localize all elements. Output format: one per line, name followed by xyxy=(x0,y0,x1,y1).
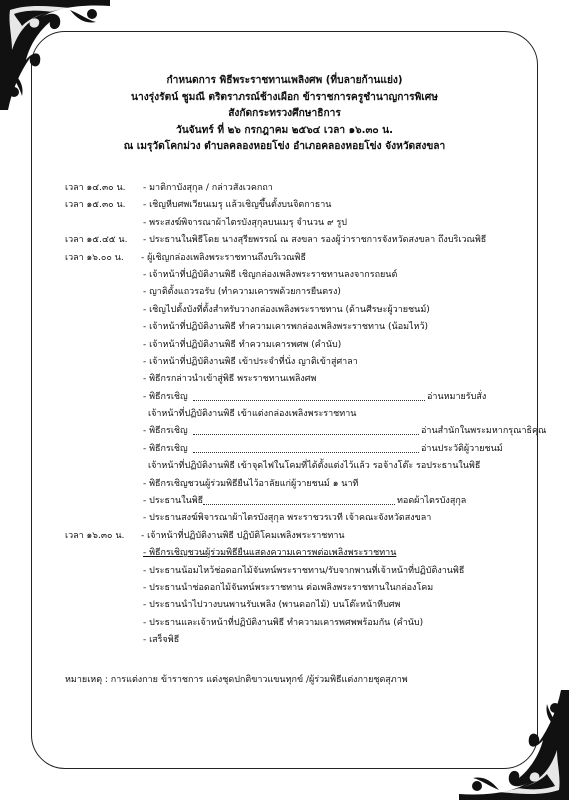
header-venue: ณ เมรุวัดโคกม่วง ตำบลคลองหอยโข่ง อำเภอคลองหอยโข่ง จังหวัดสงขลา xyxy=(123,141,446,152)
schedule-row xyxy=(65,215,520,232)
schedule-text: - มาติกาบังสุกุล / กล่าวสังเวคกถา xyxy=(143,183,273,193)
schedule-text: - เจ้าหน้าที่ปฏิบัติงานพิธี ปฏิบัติโคมเพลิงพระราชทาน xyxy=(141,530,345,541)
dotted-line-row xyxy=(65,493,520,510)
schedule-row xyxy=(65,545,520,562)
schedule-list xyxy=(65,180,547,650)
schedule-row xyxy=(65,632,520,649)
schedule-text: - ประธานนำช่อดอกไม้จันทน์พระราชทาน ต่อเพลิงพระราชทานในกล่องโคม xyxy=(143,582,434,593)
schedule-row xyxy=(65,580,520,597)
schedule-time: เวลา ๑๕.๔๕ น. xyxy=(65,235,128,246)
schedule-row xyxy=(65,528,520,545)
dotted-line-row xyxy=(65,423,547,440)
schedule-text: - พระสงฆ์พิจารณาผ้าไตรบังสุกุลบนเมรุ จำนวน ๙ รูป xyxy=(143,217,347,228)
schedule-text: - ประธานในพิธีโดย นางสุรียพรรณ์ ณ สงขลา รองผู้ว่าราชการจังหวัดสงขลา ถึงบริเวณพิธี xyxy=(143,235,487,246)
dotted-line-label: - พิธีกรเชิญ xyxy=(143,426,188,437)
schedule-text: เจ้าหน้าที่ปฏิบัติงานพิธี เข้าจุดไฟในโคมที่ได้ตั้งแต่งไว้แล้ว รอจ้างโต๊ะ รอประธานในพิธี xyxy=(148,461,481,472)
schedule-row xyxy=(65,354,520,371)
schedule-text: - ผู้เชิญกล่องเพลิงพระราชทานถึงบริเวณพิธี xyxy=(141,252,306,263)
schedule-row xyxy=(65,337,520,354)
schedule-text: - ประธานนำไปวางบนพานรับเพลิง (พานดอกไม้) บนโต๊ะหน้าหีบศพ xyxy=(143,600,401,611)
footer-note: หมายเหตุ : การแต่งกาย ข้าราชการ แต่งชุดปกติขาวแขนทุกข์ /ผู้ร่วมพิธีแต่งกายชุดสุภาพ xyxy=(65,675,408,685)
schedule-text: - เชิญไปตั้งบังที่ตั้งสำหรับวางกล่องเพลิงพระราชทาน (ด้านศีรษะผู้วายชนม์) xyxy=(143,304,430,315)
dotted-leader xyxy=(193,400,425,401)
schedule-time: เวลา ๑๔.๓๐ น. xyxy=(65,183,126,193)
schedule-text: - พิธีกรเชิญชวนผู้ร่วมพิธียืนไว้อาลัยแก่ผู้วายชนม์ ๑ นาที xyxy=(143,478,359,489)
schedule-time: เวลา ๑๕.๓๐ น. xyxy=(65,200,126,211)
schedule-row xyxy=(65,250,520,267)
dotted-line-right: ทอดผ้าไตรบังสุกุล xyxy=(397,496,467,507)
schedule-time: เวลา ๑๖.๐๐ น. xyxy=(65,252,124,263)
schedule-row xyxy=(65,232,520,249)
header-deceased-name: นางรุ่งรัตน์ ชูมณี ตริตราภรณ์ช้างเผือก ข้าราชการครูชำนาญการพิเศษ xyxy=(131,91,438,103)
schedule-row xyxy=(65,371,520,388)
schedule-text: - พิธีกรเชิญชวนผู้ร่วมพิธียืนแสดงความเคารพต่อเพลิงพระราชทาน xyxy=(143,548,397,559)
schedule-row xyxy=(65,406,520,423)
schedule-row xyxy=(65,563,520,580)
schedule-row xyxy=(65,267,520,284)
schedule-row xyxy=(65,458,520,475)
document-header xyxy=(60,73,509,156)
dotted-line-label: - ประธานในพิธี xyxy=(143,496,204,507)
schedule-row xyxy=(65,319,520,336)
corner-ornament-bottom-right xyxy=(459,690,569,800)
thai-ornament-icon xyxy=(459,690,569,800)
schedule-text: - เสร็จพิธี xyxy=(143,635,180,646)
dotted-leader xyxy=(193,434,419,435)
dotted-line-label: - พิธีกรเชิญ xyxy=(143,391,188,402)
schedule-row xyxy=(65,615,520,632)
schedule-row xyxy=(65,284,520,301)
schedule-text: - ญาติตั้งแถวรอรับ (ทำความเคารพด้วยการยืนตรง) xyxy=(143,287,341,298)
dotted-line-label: - พิธีกรเชิญ xyxy=(143,443,188,454)
schedule-text: - ประธานน้อมไหว้ช่อดอกไม้จันทน์พระราชทาน/รับจากพานที่เจ้าหน้าที่ปฏิบัติงานพิธี xyxy=(143,565,465,576)
schedule-time: เวลา ๑๖.๓๐ น. xyxy=(65,530,125,541)
schedule-row xyxy=(65,180,520,197)
schedule-text: - เจ้าหน้าที่ปฏิบัติงานพิธี เชิญกล่องเพลิงพระราชทานลงจากรถยนต์ xyxy=(143,269,398,280)
schedule-text: - เชิญหีบศพเวียนเมรุ แล้วเชิญขึ้นตั้งบนจิตกาธาน xyxy=(143,200,332,211)
schedule-text: - ประธานและเจ้าหน้าที่ปฏิบัติงานพิธี ทำความเคารพศพพร้อมกัน (คำนับ) xyxy=(143,617,424,628)
dotted-leader xyxy=(203,504,395,505)
schedule-row xyxy=(65,510,520,527)
header-affiliation: สังกัดกระทรวงศึกษาธิการ xyxy=(228,108,341,119)
schedule-text: เจ้าหน้าที่ปฏิบัติงานพิธี เข้าแต่งกล่องเพลิงพระราชทาน xyxy=(148,409,357,420)
dotted-line-right: อ่านสำนักในพระมหากรุณาธิคุณ xyxy=(421,426,547,437)
schedule-text: - เจ้าหน้าที่ปฏิบัติงานพิธี ทำความเคารพศพ (คำนับ) xyxy=(143,339,342,350)
schedule-row xyxy=(65,197,520,214)
schedule-text: - ประธานสงฆ์พิจารณาผ้าไตรบังสุกุล พระราชวรเวที เจ้าคณะจังหวัดสงขลา xyxy=(143,513,432,524)
schedule-row xyxy=(65,476,520,493)
schedule-row xyxy=(65,302,520,319)
header-date: วันจันทร์ ที่ ๒๖ กรกฎาคม ๒๕๖๔ เวลา ๑๖.๓๐ น. xyxy=(175,124,394,136)
dotted-line-row xyxy=(65,389,520,406)
schedule-text: - เจ้าหน้าที่ปฏิบัติงานพิธี เข้าประจำที่นั่ง ญาติเข้าสู่ศาลา xyxy=(143,356,358,367)
schedule-text: - พิธีกรกล่าวนำเข้าสู่พิธี พระราชทานเพลิงศพ xyxy=(143,374,317,385)
schedule-text: - เจ้าหน้าที่ปฏิบัติงานพิธี ทำความเคารพกล่องเพลิงพระราชทาน (น้อมไหว้) xyxy=(143,322,429,333)
schedule-row xyxy=(65,597,520,614)
dotted-leader xyxy=(193,452,419,453)
dotted-line-right: อ่านหมายรับสั่ง xyxy=(427,391,487,402)
dotted-line-row xyxy=(65,441,520,458)
dotted-line-right: อ่านประวัติผู้วายชนม์ xyxy=(421,443,503,454)
header-title: กำหนดการ พิธีพระราชทานเพลิงศพ (ที่บลายก้านแย่ง) xyxy=(166,75,403,86)
